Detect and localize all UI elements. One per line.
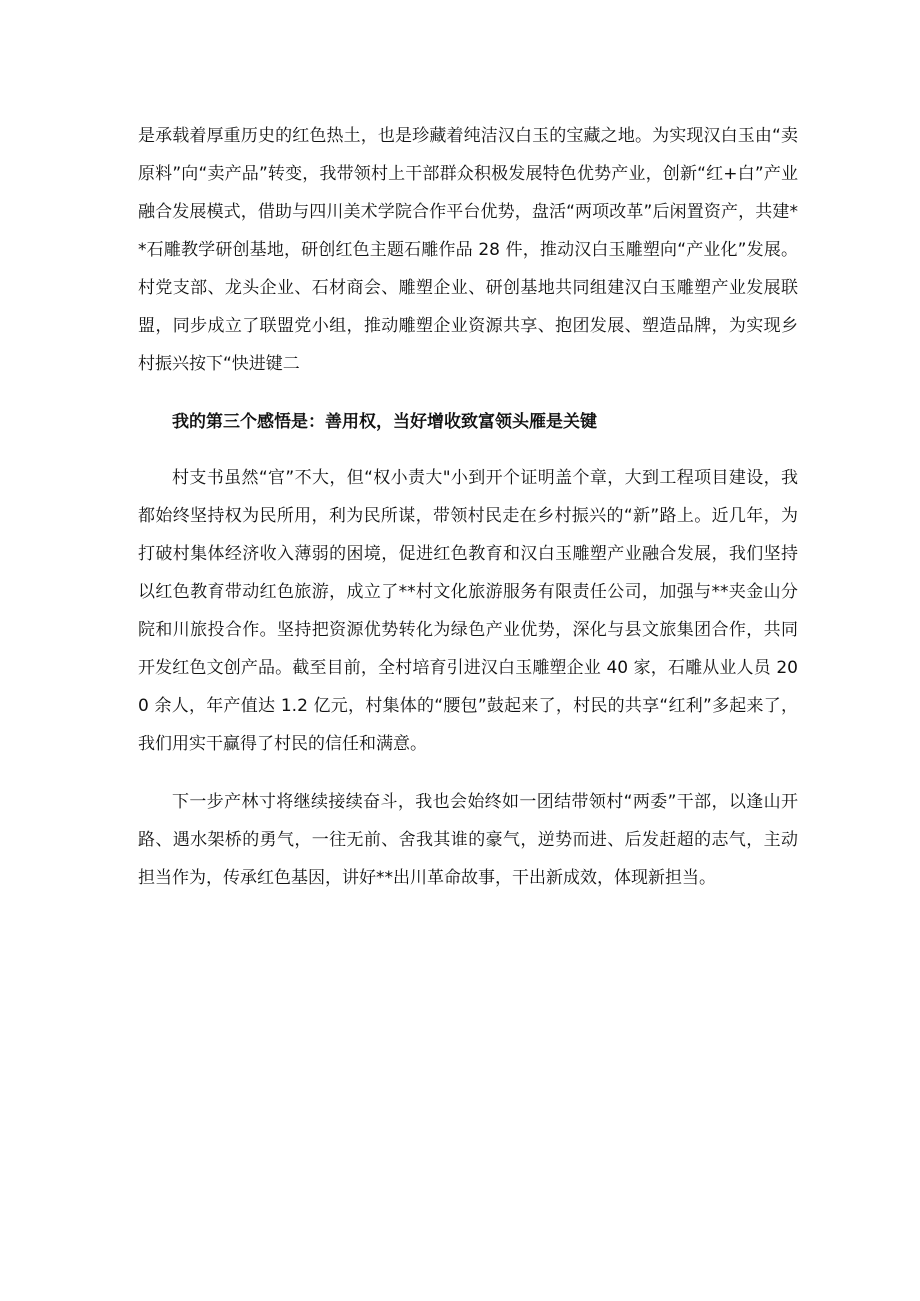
paragraph-2: 村支书虽然“官”不大，但“权小责大"小到开个证明盖个章，大到工程项目建设，我都始终坚持权为民所用，利为民所谋，带领村民走在乡村振兴的“新”路上。近几年，为打破村集体经济收入薄弱的困境，促进红色教育和汉白玉雕塑产业融合发展，我们坚持以红色教育带动红色旅游，成立了**村文化旅游服务有限责任公司，加强与**夹金山分院和川旅投合作。坚持把资源优势转化为绿色产业优势，深化与县文旅集团合作，共同开发红色文创产品。截至目前，全村培育引进汉白玉雕塑企业 40 家，石雕从业人员 200 余人，年产值达 1.2 亿元，村集体的“腰包”鼓起来了，村民的共享“红利”多起来了，我们用实干赢得了村民的信任和满意。 xyxy=(138,468,798,754)
paragraph-1: 是承载着厚重历史的红色热土，也是珍藏着纯洁汉白玉的宝藏之地。为实现汉白玉由“卖原料”向“卖产品”转变，我带领村上干部群众积极发展特色优势产业，创新“红+白”产业融合发展模式，借助与四川美术学院合作平台优势，盘活“两项改革”后闲置资产，共建**石雕教学研创基地，研创红色主题石雕作品 28 件，推动汉白玉雕塑向“产业化”发展。村党支部、龙头企业、石材商会、雕塑企业、研创基地共同组建汉白玉雕塑产业发展联盟，同步成立了联盟党小组，推动雕塑企业资源共享、抱团发展、塑造品牌，为实现乡村振兴按下“快进键二 xyxy=(138,126,798,374)
paragraph-3: 下一步产林寸将继续接续奋斗，我也会始终如一团结带领村“两委”干部，以逢山开路、遇水架桥的勇气，一往无前、舍我其谁的豪气，逆势而进、后发赶超的志气，主动担当作为，传承红色基因，讲好**出川革命故事，干出新成效，体现新担当。 xyxy=(138,792,798,888)
document-body xyxy=(138,117,798,897)
section-heading: 我的第三个感悟是：善用权，当好增收致富领头雁是关键 xyxy=(172,412,597,432)
